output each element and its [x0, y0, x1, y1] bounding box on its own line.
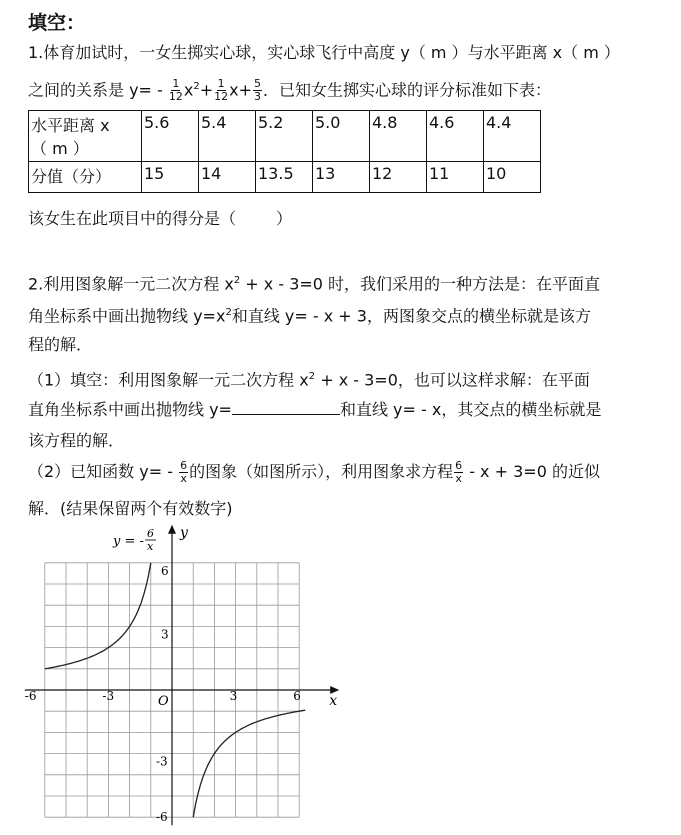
table-cell: 5.0	[313, 111, 370, 162]
q2-part1-a: （1）填空：利用图象解一元二次方程 x	[28, 370, 309, 390]
y-axis-arrow-icon	[168, 525, 176, 534]
table-cell: 4.6	[427, 111, 484, 162]
x-tick-label: -3	[102, 689, 115, 703]
fraction-1-12-a	[169, 78, 183, 103]
q2-part2-line2: 解．(结果保留两个有效数字)	[28, 499, 233, 518]
q1-question-end: ）	[276, 209, 293, 228]
x-tick-label: 6	[293, 689, 301, 703]
table-header-distance	[29, 111, 142, 162]
exponent: 2	[193, 81, 200, 92]
y-tick-label: 3	[161, 627, 169, 642]
table-cell: 4.4	[484, 111, 541, 162]
q2-part1-line2-a: 直角坐标系中画出抛物线 y=	[28, 400, 232, 419]
fraction-num: 1	[172, 77, 180, 91]
q2-part1-line3: 该方程的解．	[28, 431, 125, 450]
x-axis-label: x	[329, 693, 338, 709]
table-cell: 5.2	[256, 111, 313, 162]
table-cell: 10	[484, 162, 541, 193]
q1-question	[28, 208, 671, 230]
axes	[25, 525, 339, 825]
hyperbola-branch-left	[45, 563, 151, 669]
table-cell: 13	[313, 162, 370, 193]
x-squared-term: x	[183, 80, 194, 100]
y-axis-label: y	[180, 524, 188, 541]
table-cell: 5.6	[142, 111, 199, 162]
origin-label: O	[158, 694, 169, 709]
answer-blank[interactable]	[232, 398, 340, 415]
table-cell: 15	[142, 162, 199, 193]
table-cell: 4.8	[370, 111, 427, 162]
exponent: 2	[233, 275, 241, 286]
table-cell: 5.4	[199, 111, 256, 162]
fraction-6-x	[179, 460, 188, 485]
table-row-distance	[29, 111, 541, 162]
table-cell: 12	[370, 162, 427, 193]
fraction-den: 3	[254, 90, 262, 104]
q1-line2-prefix: 之间的关系是 y= -	[28, 80, 168, 100]
q2-line2	[28, 302, 671, 327]
section-heading: 填空：	[28, 12, 86, 34]
q2-line1-b: + x - 3=0 时，我们采用的一种方法是：在平面直	[240, 274, 601, 294]
y-tick-label: -3	[156, 754, 168, 769]
q2-line1	[28, 270, 671, 295]
x-tick-label: 3	[229, 689, 238, 703]
header-distance-label: 水平距离 x	[31, 116, 110, 135]
q2-part1-line2	[28, 398, 671, 421]
x-tick-label: -6	[24, 689, 37, 703]
q2-part2-a: （2）已知函数 y= -	[28, 462, 179, 481]
exponent: 2	[308, 371, 316, 382]
function-label-text: y = -	[113, 534, 144, 549]
fraction-den: 12	[168, 90, 183, 104]
q1-question-text: 该女生在此项目中的得分是（	[28, 209, 237, 228]
q2-part1-line1	[28, 366, 671, 391]
q1-line1: 1.体育加试时，一女生掷实心球，实心球飞行中高度 y（ m ）与水平距离 x（ m ）	[28, 43, 620, 62]
q2-part1-line2-b: 和直线 y= - x，其交点的横坐标就是	[339, 400, 602, 419]
y-tick-label: 6	[161, 563, 169, 578]
fraction-num: 6	[455, 459, 463, 472]
table-header-score: 分值（分）	[29, 162, 142, 193]
function-label-den: x	[147, 540, 154, 553]
hyperbola-branch-right	[193, 710, 305, 817]
fraction-6-x	[454, 460, 463, 485]
q2-part2-line1	[28, 460, 671, 485]
q2-line2-b: 和直线 y= - x + 3，两图象交点的横坐标就是该方	[231, 306, 591, 326]
header-distance-unit: （ m ）	[31, 139, 89, 158]
fraction-den: 12	[214, 90, 229, 104]
fraction-5-3	[253, 78, 262, 103]
table-cell: 14	[199, 162, 256, 193]
function-label-num: 6	[147, 527, 154, 540]
table-cell: 11	[427, 162, 484, 193]
x-term: x+	[229, 80, 253, 100]
exponent: 2	[225, 307, 232, 318]
fraction-num: 5	[254, 77, 262, 91]
table-cell: 13.5	[256, 162, 313, 193]
q2-part2-b: 的图象（如图所示），利用图象求方程	[189, 462, 454, 481]
q2-line3: 程的解．	[28, 335, 93, 354]
table-row-score	[29, 162, 541, 193]
y-tick-label: -6	[156, 810, 168, 825]
q2-line1-a: 2.利用图象解一元二次方程 x	[28, 274, 234, 294]
fraction-num: 1	[217, 77, 225, 91]
function-graph	[0, 520, 681, 835]
plus-sign: +	[199, 80, 214, 100]
scoring-table	[28, 110, 541, 193]
function-label	[112, 527, 156, 553]
q2-line2-a: 角坐标系中画出抛物线 y=x	[28, 306, 226, 326]
q1-line2-suffix: ．已知女生掷实心球的评分标准如下表：	[263, 80, 552, 100]
q2-part2-c: - x + 3=0 的近似	[464, 462, 600, 481]
fraction-den: x	[455, 472, 462, 485]
fraction-1-12-b	[214, 78, 228, 103]
q1-line2	[28, 76, 671, 103]
fraction-den: x	[180, 472, 187, 485]
fraction-num: 6	[180, 459, 188, 472]
q2-part1-b: + x - 3=0，也可以这样求解：在平面	[315, 370, 590, 390]
